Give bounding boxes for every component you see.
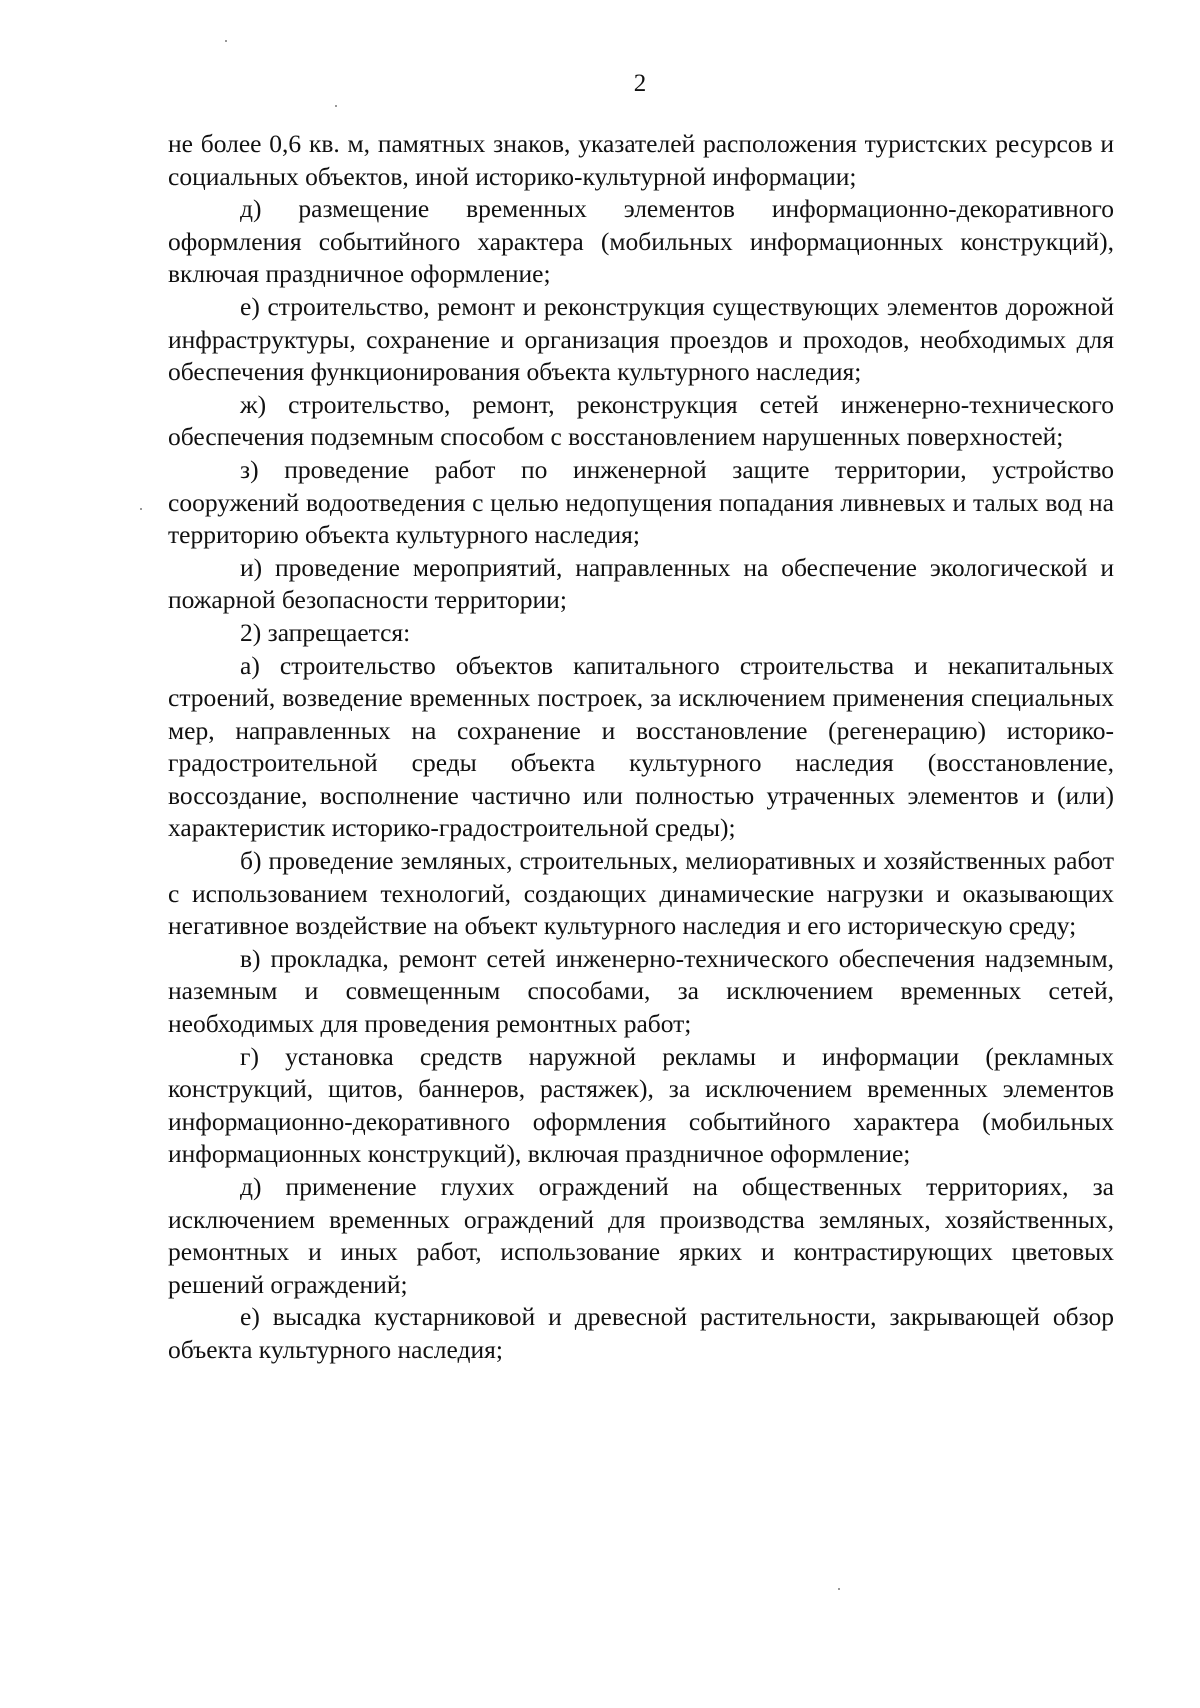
paragraph-continuation: не более 0,6 кв. м, памятных знаков, указателей расположения туристских ресурсов и социальных объектов, иной историко-культурной информации; xyxy=(168,129,1114,191)
paragraph-prohibited-g: г) установка средств наружной рекламы и информации (рекламных конструкций, щитов, баннеров, растяжек), за исключением временных элементов информационно-декоративного оформления событийного характера (мобильных информационных конструкций), включая праздничное оформление; xyxy=(168,1041,1114,1169)
paragraph-item-z: з) проведение работ по инженерной защите территории, устройство сооружений водоотведения с целью недопущения попадания ливневых и талых вод на территорию объекта культурного наследия; xyxy=(168,454,1114,550)
page-number: 2 xyxy=(633,70,647,97)
paragraph-item-e: е) строительство, ремонт и реконструкция существующих элементов дорожной инфраструктуры, сохранение и организация проездов и проходов, необходимых для обеспечения функционирования объекта культурного наследия; xyxy=(168,291,1114,387)
paragraph-prohibited-d: д) применение глухих ограждений на общественных территориях, за исключением временных ограждений для производства земляных, хозяйственных, ремонтных и иных работ, использование ярких и контрастирующих цветовых решений ограждений; xyxy=(168,1172,1114,1299)
paragraph-prohibited-b: б) проведение земляных, строительных, мелиоративных и хозяйственных работ с использованием технологий, создающих динамические нагрузки и оказывающих негативное воздействие на объект культурного наследия и его историческую среду; xyxy=(168,846,1114,941)
scan-speck xyxy=(335,105,337,107)
paragraph-item-d: д) размещение временных элементов информационно-декоративного оформления событийного характера (мобильных информационных конструкций), включая праздничное оформление; xyxy=(168,194,1114,289)
paragraph-prohibited-heading: 2) запрещается: xyxy=(240,617,411,647)
paragraph-prohibited-e: е) высадка кустарниковой и древесной растительности, закрывающей обзор объекта культурного наследия; xyxy=(168,1302,1114,1364)
paragraph-prohibited-v: в) прокладка, ремонт сетей инженерно-технического обеспечения надземным, наземным и совмещенным способами, за исключением временных сетей, необходимых для проведения ремонтных работ; xyxy=(168,943,1114,1039)
paragraph-item-i: и) проведение мероприятий, направленных на обеспечение экологической и пожарной безопасности территории; xyxy=(168,552,1114,615)
document-body xyxy=(168,128,1114,1367)
paragraph-item-zh: ж) строительство, ремонт, реконструкция сетей инженерно-технического обеспечения подземным способом с восстановлением нарушенных поверхностей; xyxy=(168,389,1114,452)
scan-speck xyxy=(838,1588,840,1590)
scan-speck xyxy=(225,40,227,42)
scan-speck xyxy=(140,508,142,510)
paragraph-prohibited-a: а) строительство объектов капитального строительства и некапитальных строений, возведение временных построек, за исключением применения специальных мер, направленных на сохранение и восстановление (регенерацию) историко-градостроительной среды объекта культурного наследия (восстановление, воссоздание, восполнение частично или полностью утраченных элементов и (или) характеристик историко-градостроительной среды); xyxy=(168,650,1114,843)
